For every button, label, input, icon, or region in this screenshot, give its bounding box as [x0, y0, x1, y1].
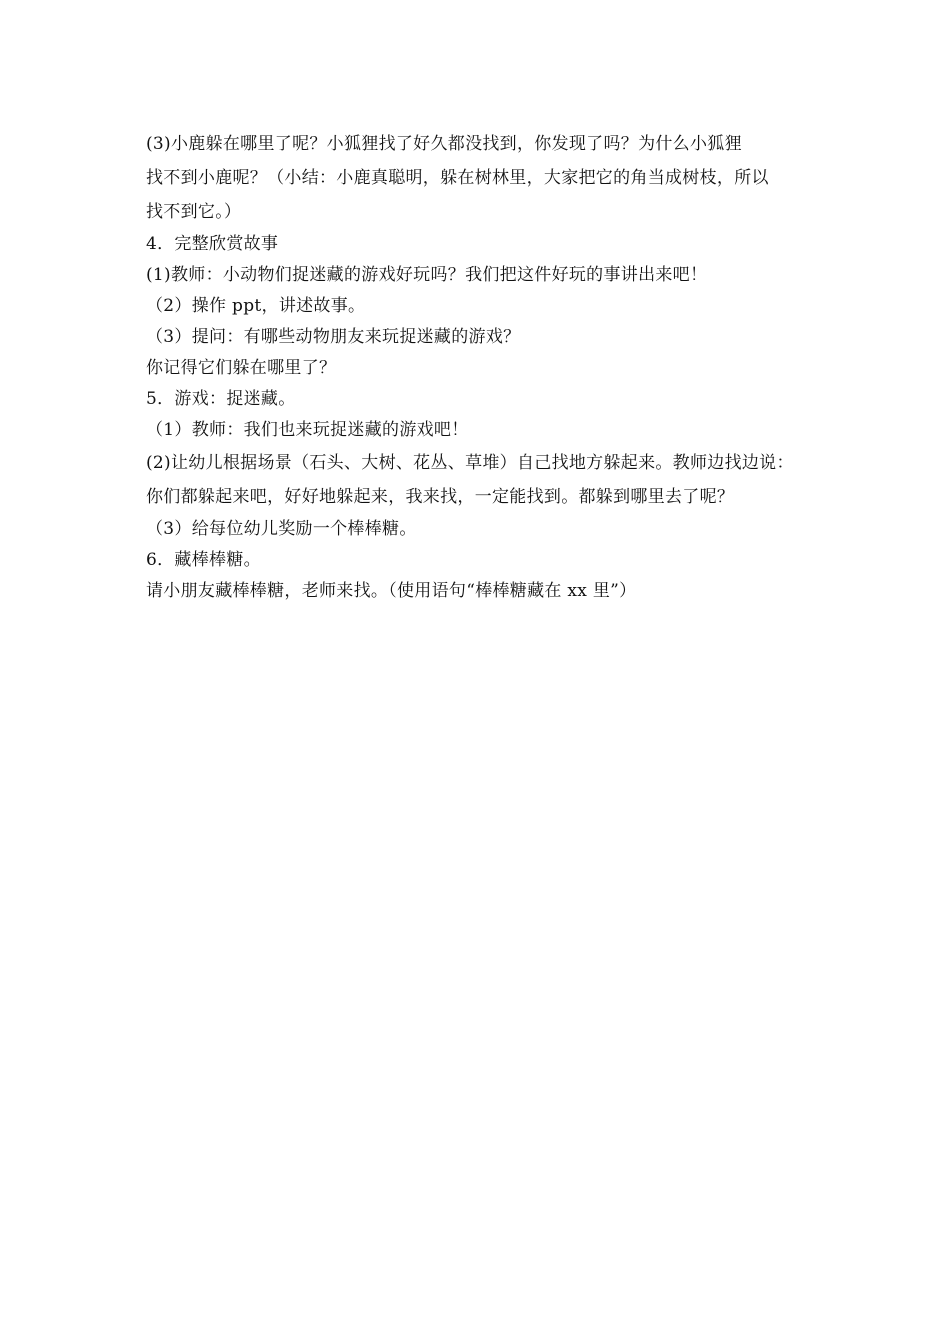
list-item: 请小朋友藏棒棒糖，老师来找。（使用语句“棒棒糖藏在 xx 里”） [146, 581, 637, 601]
paragraph-line: (3)小鹿躲在哪里了呢？小狐狸找了好久都没找到，你发现了吗？为什么小狐狸 [146, 134, 742, 154]
section-5 [146, 384, 826, 545]
section-6 [146, 545, 826, 607]
list-item: （1）教师：我们也来玩捉迷藏的游戏吧！ [146, 420, 469, 440]
section-4 [146, 229, 826, 384]
list-item: （2）操作 ppt，讲述故事。 [146, 296, 366, 316]
document-body [146, 127, 826, 607]
paragraph-line: 找不到小鹿呢？（小结：小鹿真聪明，躲在树林里，大家把它的角当成树枝，所以 [146, 168, 769, 188]
list-item: (2)让幼儿根据场景（石头、大树、花丛、草堆）自己找地方躲起来。教师边找边说： [146, 453, 794, 473]
paragraph-3 [146, 127, 826, 229]
section-heading: 5．游戏：捉迷藏。 [146, 389, 296, 409]
section-heading: 6．藏棒棒糖。 [146, 550, 261, 570]
list-item-continuation: 你们都躲起来吧，好好地躲起来，我来找，一定能找到。都躲到哪里去了呢？ [146, 487, 735, 507]
list-item: （3）提问：有哪些动物朋友来玩捉迷藏的游戏？ [146, 327, 521, 347]
list-item: （3）给每位幼儿奖励一个棒棒糖。 [146, 519, 417, 539]
paragraph-line: 找不到它。） [146, 202, 242, 222]
section-heading: 4．完整欣赏故事 [146, 234, 279, 254]
list-item-continuation: 你记得它们躲在哪里了？ [146, 358, 337, 378]
list-item: (1)教师：小动物们捉迷藏的游戏好玩吗？我们把这件好玩的事讲出来吧！ [146, 265, 708, 285]
